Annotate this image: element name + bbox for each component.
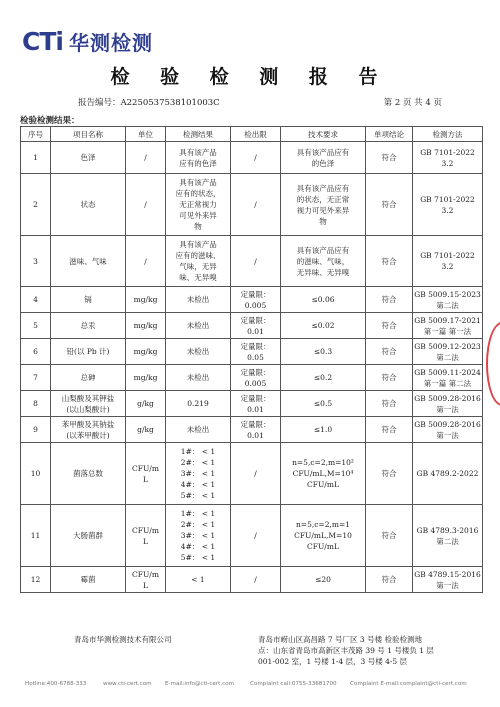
cell-item: 色泽 (51, 142, 126, 174)
cell-req: ≤0.02 (281, 313, 366, 339)
cell-method: GB 4789.3-2016 第二法 (413, 505, 483, 567)
cell-req: ≤0.06 (281, 287, 366, 313)
header-limit: 检出限 (231, 127, 281, 142)
cell-concl: 符合 (366, 443, 413, 505)
cell-unit: mg/kg (126, 313, 166, 339)
cell-concl: 符合 (366, 174, 413, 236)
cell-no: 10 (21, 443, 51, 505)
cell-no: 5 (21, 313, 51, 339)
table-row (21, 391, 483, 417)
email: E-mail:info@cti-cert.com (165, 681, 235, 687)
logo-cti-text: CTi (22, 27, 63, 56)
cell-concl: 符合 (366, 142, 413, 174)
cell-method: GB 4789.15-2016 第一法 (413, 567, 483, 593)
cell-limit: / (231, 236, 281, 287)
cell-item: 菌落总数 (51, 443, 126, 505)
cell-no: 12 (21, 567, 51, 593)
header-result: 检测结果 (166, 127, 231, 142)
cell-unit: / (126, 174, 166, 236)
table-row (21, 287, 483, 313)
cell-concl: 符合 (366, 417, 413, 443)
cell-no: 6 (21, 339, 51, 365)
cell-req: ≤0.3 (281, 339, 366, 365)
cell-result: 未检出 (166, 417, 231, 443)
cell-method: GB 7101-2022 3.2 (413, 142, 483, 174)
header-unit: 单位 (126, 127, 166, 142)
cell-unit: mg/kg (126, 365, 166, 391)
cell-limit: 定量限： 0.01 (231, 313, 281, 339)
header-requirement: 技术要求 (281, 127, 366, 142)
cell-concl: 符合 (366, 236, 413, 287)
cell-limit: / (231, 567, 281, 593)
cell-no: 7 (21, 365, 51, 391)
logo-cn-text: 华测检测 (68, 31, 153, 55)
cell-method: GB 5009.12-2023 第二法 (413, 339, 483, 365)
cell-result: 1#： < 1 2#： < 1 3#： < 1 4#： < 1 5#： < 1 (166, 443, 231, 505)
table-row (21, 505, 483, 567)
cell-req: ≤0.2 (281, 365, 366, 391)
cell-req: 具有该产品应有 的状态，无正常 视力可见外来异 物 (281, 174, 366, 236)
cell-result: 1#： < 1 2#： < 1 3#： < 1 4#： < 1 5#： < 1 (166, 505, 231, 567)
cell-no: 9 (21, 417, 51, 443)
cell-concl: 符合 (366, 567, 413, 593)
cell-item: 苯甲酸及其钠盐 (以苯甲酸计) (51, 417, 126, 443)
cell-unit: g/kg (126, 391, 166, 417)
table-row (21, 339, 483, 365)
cell-result: 未检出 (166, 365, 231, 391)
cell-limit: 定量限： 0.01 (231, 391, 281, 417)
results-table (20, 126, 483, 593)
report-title: 检 验 检 测 报 告 (110, 66, 390, 88)
cell-unit: mg/kg (126, 339, 166, 365)
cell-method: GB 5009.17-2021 第一篇 第一法 (413, 313, 483, 339)
cell-unit: CFU/m L (126, 443, 166, 505)
table-row (21, 236, 483, 287)
complaint-call: Complaint call:0755-33681700 (250, 681, 337, 687)
table-row (21, 365, 483, 391)
logo-cti-mark (22, 29, 63, 54)
cell-concl: 符合 (366, 313, 413, 339)
report-number: 报告编号：A2250537538101003C (78, 98, 220, 108)
cell-unit: CFU/m L (126, 567, 166, 593)
cell-result: 具有该产品 应有的滋味、 气味，无异 味、无异嗅 (166, 236, 231, 287)
cell-item: 状态 (51, 174, 126, 236)
cell-concl: 符合 (366, 287, 413, 313)
cell-no: 11 (21, 505, 51, 567)
cell-limit: / (231, 174, 281, 236)
cell-item: 总汞 (51, 313, 126, 339)
contact-bar (0, 679, 500, 693)
cell-limit: 定量限： 0.01 (231, 417, 281, 443)
cell-req: n=5,c=2,m=1 CFU/mL,M=10 CFU/mL (281, 505, 366, 567)
complaint-email: Complaint E-mail:complaint@cti-cert.com (350, 681, 467, 687)
cell-unit: / (126, 142, 166, 174)
cell-result: 具有该产品 应有的色泽 (166, 142, 231, 174)
cell-method: GB 5009.11-2024 第一篇 第二法 (413, 365, 483, 391)
cell-limit: / (231, 443, 281, 505)
cell-limit: / (231, 142, 281, 174)
table-row (21, 313, 483, 339)
table-row (21, 142, 483, 174)
header-item: 项目名称 (51, 127, 126, 142)
cell-limit: 定量限： 0.05 (231, 339, 281, 365)
footer-company: 青岛市华测检测技术有限公司 (74, 635, 172, 644)
header-conclusion: 单项结论 (366, 127, 413, 142)
cell-no: 1 (21, 142, 51, 174)
cell-limit: 定量限： 0.005 (231, 365, 281, 391)
cell-result: 未检出 (166, 339, 231, 365)
cell-item: 霉菌 (51, 567, 126, 593)
cell-result: < 1 (166, 567, 231, 593)
footer-address: 青岛市崂山区高昌路 7 号厂区 3 号楼 检验检测地 点：山东省青岛市高新区丰茂路 39 号 1 号楼负 1 层 001-002 室，1 号楼 1-4 层，3 号楼 4-5 层 (258, 635, 434, 666)
cell-item: 铅(以 Pb 计) (51, 339, 126, 365)
cell-item: 大肠菌群 (51, 505, 126, 567)
cell-result: 具有该产品 应有的状态， 无正常视力 可见外来异 物 (166, 174, 231, 236)
cell-method: GB 7101-2022 3.2 (413, 236, 483, 287)
cell-item: 山梨酸及其钾盐 (以山梨酸计) (51, 391, 126, 417)
cell-item: 滋味、气味 (51, 236, 126, 287)
cell-no: 4 (21, 287, 51, 313)
hotline: Hotline:400-6788-333 (25, 681, 87, 687)
website: www.cti-cert.com (103, 681, 152, 687)
header-method: 检测方法 (413, 127, 483, 142)
cell-req: n=5,c=2,m=10² CFU/mL,M=10⁴ CFU/mL (281, 443, 366, 505)
cell-result: 未检出 (166, 313, 231, 339)
cell-req: 具有该产品应有 的色泽 (281, 142, 366, 174)
cell-method: GB 5009.28-2016 第一法 (413, 417, 483, 443)
cell-unit: / (126, 236, 166, 287)
cell-concl: 符合 (366, 505, 413, 567)
cell-method: GB 7101-2022 3.2 (413, 174, 483, 236)
cell-method: GB 4789.2-2022 (413, 443, 483, 505)
cell-result: 0.219 (166, 391, 231, 417)
cell-req: ≤1.0 (281, 417, 366, 443)
seal-arc (486, 322, 500, 406)
table-row (21, 417, 483, 443)
company-logo (22, 27, 153, 56)
inspection-seal-stamp (486, 322, 500, 402)
cell-no: 2 (21, 174, 51, 236)
cell-unit: CFU/m L (126, 505, 166, 567)
cell-concl: 符合 (366, 391, 413, 417)
cell-result: 未检出 (166, 287, 231, 313)
cell-method: GB 5009.28-2016 第一法 (413, 391, 483, 417)
section-title: 检验检测结果： (20, 116, 80, 126)
cell-unit: g/kg (126, 417, 166, 443)
cell-no: 3 (21, 236, 51, 287)
cell-concl: 符合 (366, 365, 413, 391)
cell-method: GB 5009.15-2023 第二法 (413, 287, 483, 313)
header-no: 序号 (21, 127, 51, 142)
cell-item: 总砷 (51, 365, 126, 391)
cell-unit: mg/kg (126, 287, 166, 313)
cell-req: 具有该产品应有 的滋味、气味， 无异味、无异嗅 (281, 236, 366, 287)
table-row (21, 174, 483, 236)
cell-no: 8 (21, 391, 51, 417)
cell-item: 镉 (51, 287, 126, 313)
page-number: 第 2 页 共 4 页 (383, 98, 442, 108)
cell-limit: 定量限： 0.005 (231, 287, 281, 313)
cell-req: ≤0.5 (281, 391, 366, 417)
cell-limit: / (231, 505, 281, 567)
table-row (21, 443, 483, 505)
table-row (21, 567, 483, 593)
cell-concl: 符合 (366, 339, 413, 365)
table-header-row (21, 127, 483, 142)
cell-req: ≤20 (281, 567, 366, 593)
